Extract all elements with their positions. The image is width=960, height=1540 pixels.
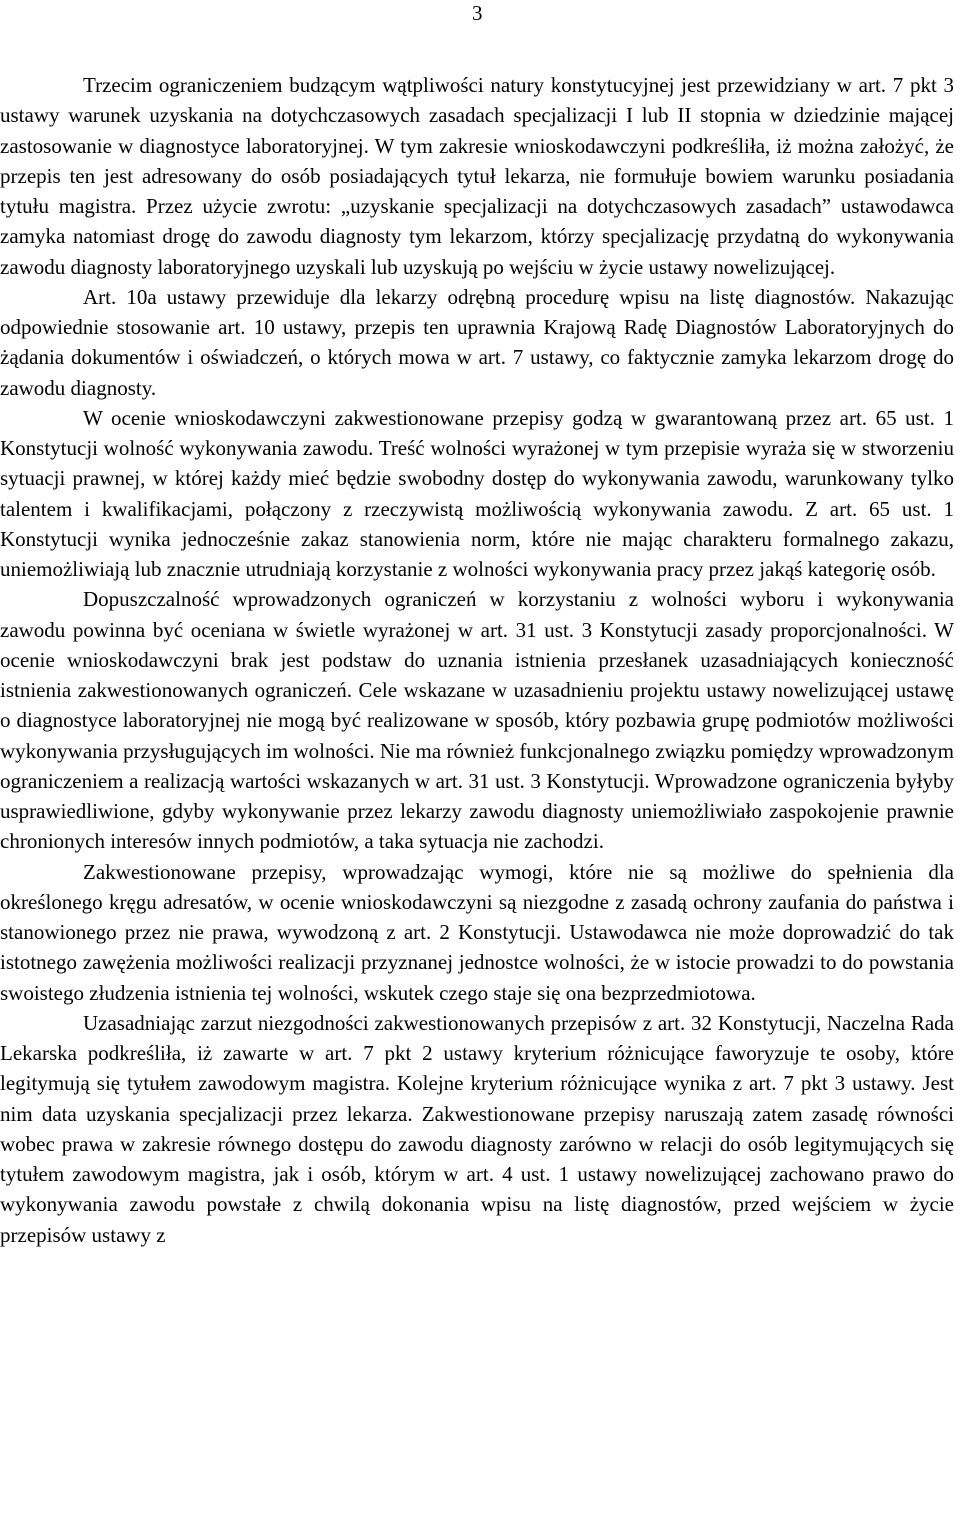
paragraph-3: W ocenie wnioskodawczyni zakwestionowane przepisy godzą w gwarantowaną przez art. 65 ust. 1 Konstytucji wolność wykonywania zawodu. Treść wolności wyrażonej w tym przepisie wyraża się w stworzeniu sytuacji prawnej, w której każdy mieć będzie swobodny dostęp do wykonywania zawodu, warunkowany tylko talentem i kwalifikacjami, połączony z rzeczywistą możliwością wykonywania zawodu. Z art. 65 ust. 1 Konstytucji wynika jednocześnie zakaz stanowienia norm, które nie mając charakteru formalnego zakazu, uniemożliwiają lub znacznie utrudniają korzystanie z wolności wykonywania pracy przez jakąś kategorię osób. bbox=[0, 405, 954, 581]
document-body bbox=[0, 70, 954, 1250]
paragraph-6: Uzasadniając zarzut niezgodności zakwestionowanych przepisów z art. 32 Konstytucji, Naczelna Rada Lekarska podkreśliła, iż zawarte w art. 7 pkt 2 ustawy kryterium różnicujące faworyzuje te osoby, które legitymują się tytułem zawodowym magistra. Kolejne kryterium różnicujące wynika z art. 7 pkt 3 ustawy. Jest nim data uzyskania specjalizacji przez lekarza. Zakwestionowane przepisy naruszają zatem zasadę równości wobec prawa w zakresie równego dostępu do zawodu diagnosty zarówno w relacji do osób legitymujących się tytułem zawodowym magistra, jak i osób, którym w art. 4 ust. 1 ustawy nowelizującej zachowano prawo do wykonywania zawodu powstałe z chwilą dokonania wpisu na listę diagnostów, przed wejściem w życie przepisów ustawy z bbox=[0, 1010, 954, 1247]
paragraph-5: Zakwestionowane przepisy, wprowadzając wymogi, które nie są możliwe do spełnienia dla określonego kręgu adresatów, w ocenie wnioskodawczyni są niezgodne z zasadą ochrony zaufania do państwa i stanowionego przez nie prawa, wywodzoną z art. 2 Konstytucji. Ustawodawca nie może doprowadzić do tak istotnego zawężenia możliwości realizacji przyznanej jednostce wolności, że w istocie prowadzi to do powstania swoistego złudzenia istnienia tej wolności, wskutek czego staje się ona bezprzedmiotowa. bbox=[0, 859, 954, 1005]
paragraph-2: Art. 10a ustawy przewiduje dla lekarzy odrębną procedurę wpisu na listę diagnostów. Nakazując odpowiednie stosowanie art. 10 ustawy, przepis ten uprawnia Krajową Radę Diagnostów Laboratoryjnych do żądania dokumentów i oświadczeń, o których mowa w art. 7 ustawy, co faktycznie zamyka lekarzom drogę do zawodu diagnosty. bbox=[0, 284, 954, 400]
paragraph-4: Dopuszczalność wprowadzonych ograniczeń w korzystaniu z wolności wyboru i wykonywania zawodu powinna być oceniana w świetle wyrażonej w art. 31 ust. 3 Konstytucji zasady proporcjonalności. W ocenie wnioskodawczyni brak jest podstaw do uznania istnienia przesłanek uzasadniających konieczność istnienia zakwestionowanych ograniczeń. Cele wskazane w uzasadnieniu projektu ustawy nowelizującej ustawę o diagnostyce laboratoryjnej nie mogą być realizowane w sposób, który pozbawia grupę podmiotów możliwości wykonywania przysługujących im wolności. Nie ma również funkcjonalnego związku pomiędzy wprowadzonym ograniczeniem a realizacją wartości wskazanych w art. 31 ust. 3 Konstytucji. Wprowadzone ograniczenia byłyby usprawiedliwione, gdyby wykonywanie przez lekarzy zawodu diagnosty uniemożliwiało zaspokojenie prawnie chronionych interesów innych podmiotów, a taka sytuacja nie zachodzi. bbox=[0, 587, 954, 854]
page-number: 3 bbox=[472, 1, 483, 25]
paragraph-1: Trzecim ograniczeniem budzącym wątpliwości natury konstytucyjnej jest przewidziany w art. 7 pkt 3 ustawy warunek uzyskania na dotychczasowych zasadach specjalizacji I lub II stopnia w dziedzinie mającej zastosowanie w diagnostyce laboratoryjnej. W tym zakresie wnioskodawczyni podkreśliła, iż można założyć, że przepis ten jest adresowany do osób posiadających tytuł lekarza, nie formułuje bowiem warunku posiadania tytułu magistra. Przez użycie zwrotu: „uzyskanie specjalizacji na dotychczasowych zasadach” ustawodawca zamyka natomiast drogę do zawodu diagnosty tym lekarzom, którzy specjalizację przydatną do wykonywania zawodu diagnosty laboratoryjnego uzyskali lub uzyskują po wejściu w życie ustawy nowelizującej. bbox=[0, 73, 954, 279]
